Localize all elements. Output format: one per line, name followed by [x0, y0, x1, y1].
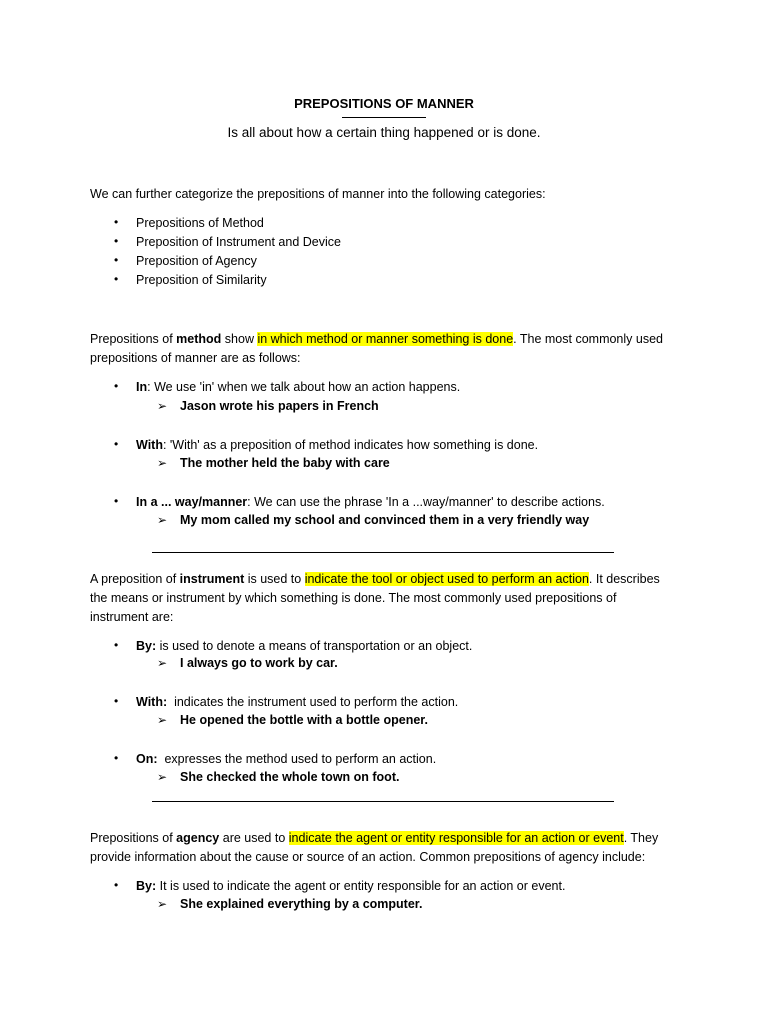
bullet-icon: •	[114, 638, 119, 652]
arrow-bullet-icon: ➢	[157, 513, 168, 527]
instrument-example-by: I always go to work by car.	[180, 656, 338, 670]
method-paragraph-line2: prepositions of manner are as follows:	[90, 351, 301, 365]
agency-term: agency	[176, 831, 220, 845]
page-title: PREPOSITIONS OF MANNER	[294, 96, 474, 111]
method-example-way-manner: My mom called my school and convinced them in a very friendly way	[180, 513, 590, 527]
method-item-way-manner: In a ... way/manner: We can use the phrase 'In a ...way/manner' to describe actions.	[136, 495, 605, 509]
agency-paragraph: Prepositions of agency are used to indicate the agent or entity responsible for an action or event. They	[90, 831, 659, 845]
instrument-item-on: On: expresses the method used to perform an action.	[136, 752, 437, 766]
agency-highlight: indicate the agent or entity responsible for an action or event	[288, 831, 624, 845]
method-example-in: Jason wrote his papers in French	[180, 399, 379, 413]
agency-item-by: By: It is used to indicate the agent or entity responsible for an action or event.	[136, 879, 566, 893]
category-item: Preposition of Similarity	[136, 273, 267, 287]
instrument-paragraph-line2: the means or instrument by which something is done. The most commonly used prepositions of	[90, 591, 617, 605]
bullet-icon: •	[114, 437, 119, 451]
instrument-term: instrument	[179, 572, 245, 586]
instrument-example-on: She checked the whole town on foot.	[180, 770, 400, 784]
agency-paragraph-line2: provide information about the cause or source of an action. Common prepositions of agency include:	[90, 850, 646, 864]
bullet-icon: •	[114, 272, 119, 286]
instrument-highlight: indicate the tool or object used to perform an action	[304, 572, 589, 586]
bullet-icon: •	[114, 253, 119, 267]
instrument-item-by: By: is used to denote a means of transportation or an object.	[136, 639, 473, 653]
method-example-with: The mother held the baby with care	[180, 456, 390, 470]
instrument-item-with: With: indicates the instrument used to perform the action.	[136, 695, 459, 709]
intro-paragraph: We can further categorize the prepositions of manner into the following categories:	[90, 187, 546, 201]
arrow-bullet-icon: ➢	[157, 713, 168, 727]
method-paragraph: Prepositions of method show in which method or manner something is done. The most commonly used	[90, 332, 663, 346]
section-divider	[152, 552, 614, 553]
bullet-icon: •	[114, 751, 119, 765]
bullet-icon: •	[114, 494, 119, 508]
agency-example-by: She explained everything by a computer.	[180, 897, 423, 911]
instrument-paragraph-line3: instrument are:	[90, 610, 174, 624]
page-subtitle: Is all about how a certain thing happened or is done.	[227, 125, 541, 140]
instrument-paragraph: A preposition of instrument is used to indicate the tool or object used to perform an action. It describes	[90, 572, 660, 586]
arrow-bullet-icon: ➢	[157, 456, 168, 470]
method-item-in: In: We use 'in' when we talk about how an action happens.	[136, 380, 461, 394]
method-term: method	[176, 332, 222, 346]
method-item-with: With: 'With' as a preposition of method indicates how something is done.	[136, 438, 539, 452]
method-highlight: in which method or manner something is done	[257, 332, 514, 346]
instrument-example-with: He opened the bottle with a bottle opener.	[180, 713, 428, 727]
bullet-icon: •	[114, 234, 119, 248]
bullet-icon: •	[114, 878, 119, 892]
bullet-icon: •	[114, 694, 119, 708]
arrow-bullet-icon: ➢	[157, 656, 168, 670]
arrow-bullet-icon: ➢	[157, 897, 168, 911]
section-divider	[152, 801, 614, 802]
title-underline	[342, 117, 426, 118]
bullet-icon: •	[114, 379, 119, 393]
arrow-bullet-icon: ➢	[157, 399, 168, 413]
bullet-icon: •	[114, 215, 119, 229]
category-item: Prepositions of Method	[136, 216, 264, 230]
arrow-bullet-icon: ➢	[157, 770, 168, 784]
category-item: Preposition of Agency	[136, 254, 257, 268]
category-item: Preposition of Instrument and Device	[136, 235, 341, 249]
